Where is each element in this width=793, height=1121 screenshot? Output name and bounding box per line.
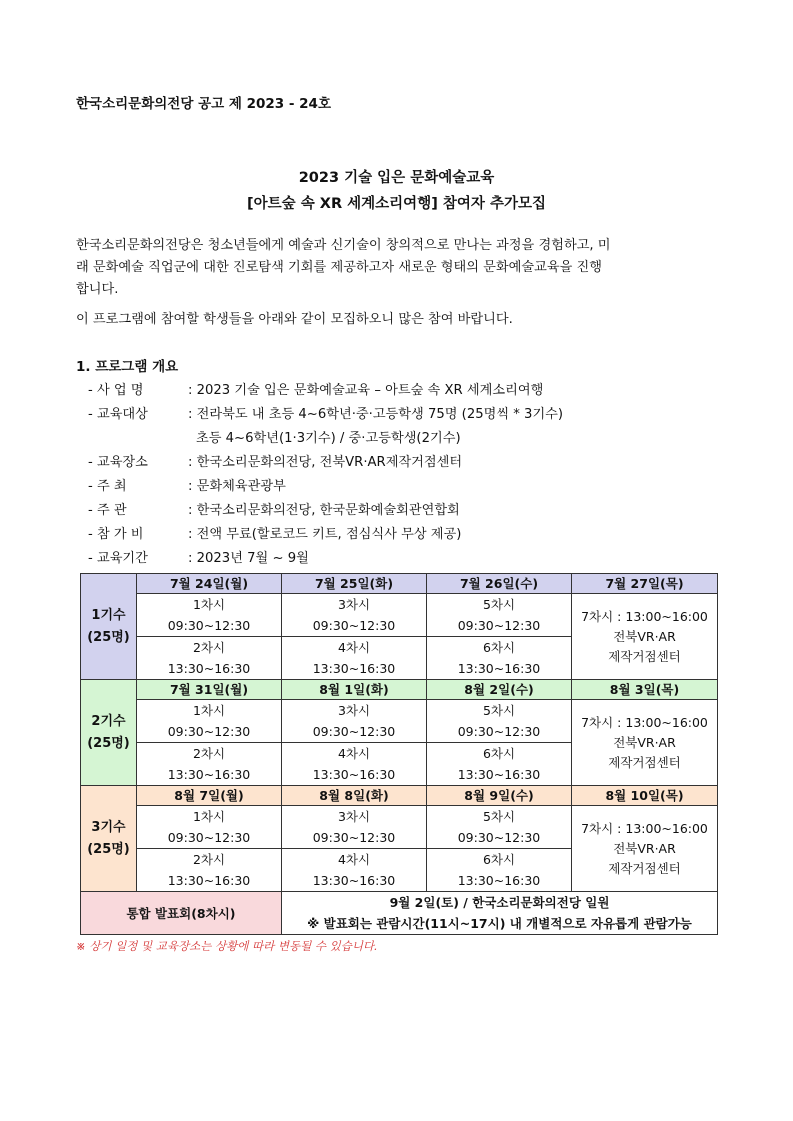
- overview-item: [88, 427, 461, 446]
- overview-value: : 2023 기술 입은 문화예술교육 – 아트숲 속 XR 세계소리여행: [188, 383, 544, 398]
- session-cell: 6차시 13:30~16:30: [427, 743, 572, 786]
- overview-key: - 주 관: [88, 503, 127, 518]
- overview-item: [88, 475, 286, 494]
- overview-value: : 한국소리문화의전당, 전북VR·AR제작거점센터: [188, 455, 463, 470]
- table-row: [81, 700, 718, 743]
- cohort-name: 3기수: [91, 819, 126, 835]
- schedule-table: [80, 573, 718, 935]
- session-cell: 3차시 09:30~12:30: [282, 700, 427, 743]
- table-row: [81, 574, 718, 594]
- session-7-cell: 7차시 : 13:00~16:00 전북VR·AR 제작거점센터: [572, 700, 718, 786]
- date-header: 7월 26일(수): [427, 574, 572, 594]
- table-row: [81, 892, 718, 935]
- final-date-venue: 9월 2일(토) / 한국소리문화의전당 일원: [389, 895, 610, 910]
- session-cell: 5차시 09:30~12:30: [427, 806, 572, 849]
- overview-key: - 교육대상: [88, 407, 148, 422]
- overview-key: - 주 최: [88, 479, 127, 494]
- session-cell: 4차시 13:30~16:30: [282, 637, 427, 680]
- date-header: 7월 25일(화): [282, 574, 427, 594]
- overview-key: - 교육기간: [88, 551, 148, 566]
- overview-item: [88, 547, 309, 566]
- document-title-line1: 2023 기술 입은 문화예술교육: [298, 170, 495, 186]
- overview-value: : 전라북도 내 초등 4~6학년·중·고등학생 75명 (25명씩 * 3기수): [188, 407, 564, 422]
- session-cell: 4차시 13:30~16:30: [282, 743, 427, 786]
- overview-item: [88, 403, 563, 422]
- session-cell: 1차시 09:30~12:30: [137, 806, 282, 849]
- intro-closing: 이 프로그램에 참여할 학생들을 아래와 같이 모집하오니 많은 참여 바랍니다.: [76, 312, 513, 327]
- table-row: [81, 786, 718, 806]
- session-7-cell: 7차시 : 13:00~16:00 전북VR·AR 제작거점센터: [572, 806, 718, 892]
- date-header: 8월 9일(수): [427, 786, 572, 806]
- cohort-name: 2기수: [91, 713, 126, 729]
- overview-item: [88, 523, 461, 542]
- overview-key: - 교육장소: [88, 455, 148, 470]
- document-title-line2: [아트숲 속 XR 세계소리여행] 참여자 추가모집: [247, 196, 546, 212]
- cohort-size: (25명): [87, 629, 130, 645]
- session-cell: 3차시 09:30~12:30: [282, 806, 427, 849]
- intro-line: 한국소리문화의전당은 청소년들에게 예술과 신기술이 창의적으로 만나는 과정을 경험하고, 미: [76, 238, 611, 253]
- date-header: 8월 1일(화): [282, 680, 427, 700]
- cohort-label: [81, 680, 137, 786]
- overview-value: : 전액 무료(할로코드 키트, 점심식사 무상 제공): [188, 527, 462, 542]
- intro-line: 래 문화예술 직업군에 대한 진로탐색 기회를 제공하고자 새로운 형태의 문화예술교육을 진행: [76, 260, 603, 275]
- overview-value: 초등 4~6학년(1·3기수) / 중·고등학생(2기수): [196, 431, 461, 446]
- cohort-label: [81, 786, 137, 892]
- date-header: 7월 24일(월): [137, 574, 282, 594]
- overview-value: : 2023년 7월 ~ 9월: [188, 551, 309, 566]
- date-header: 8월 2일(수): [427, 680, 572, 700]
- table-row: [81, 806, 718, 849]
- cohort-size: (25명): [87, 735, 130, 751]
- session-cell: 4차시 13:30~16:30: [282, 849, 427, 892]
- overview-item: [88, 379, 543, 398]
- session-cell: 1차시 09:30~12:30: [137, 594, 282, 637]
- date-header: 7월 31일(월): [137, 680, 282, 700]
- overview-value: : 문화체육관광부: [188, 479, 286, 494]
- session-cell: 6차시 13:30~16:30: [427, 637, 572, 680]
- section-1-title: 1. 프로그램 개요: [76, 359, 179, 375]
- overview-item: [88, 451, 462, 470]
- table-row: [81, 594, 718, 637]
- intro-paragraph: [76, 235, 726, 301]
- cohort-label: [81, 574, 137, 680]
- date-header: 8월 3일(목): [572, 680, 718, 700]
- session-cell: 2차시 13:30~16:30: [137, 743, 282, 786]
- session-cell: 5차시 09:30~12:30: [427, 594, 572, 637]
- overview-value: : 한국소리문화의전당, 한국문화예술회관연합회: [188, 503, 460, 518]
- date-header: 8월 8일(화): [282, 786, 427, 806]
- session-7-cell: 7차시 : 13:00~16:00 전북VR·AR 제작거점센터: [572, 594, 718, 680]
- date-header: 8월 7일(월): [137, 786, 282, 806]
- notice-number: 한국소리문화의전당 공고 제 2023 - 24호: [76, 96, 331, 112]
- cohort-name: 1기수: [91, 607, 126, 623]
- session-cell: 2차시 13:30~16:30: [137, 637, 282, 680]
- overview-key: - 참 가 비: [88, 527, 144, 542]
- schedule-footnote: ※ 상기 일정 및 교육장소는 상황에 따라 변동될 수 있습니다.: [76, 939, 378, 953]
- final-presentation-label: 통합 발표회(8차시): [81, 892, 282, 935]
- date-header: 8월 10일(목): [572, 786, 718, 806]
- date-header: 7월 27일(목): [572, 574, 718, 594]
- overview-key: - 사 업 명: [88, 383, 144, 398]
- table-row: [81, 680, 718, 700]
- final-presentation-details: [282, 892, 718, 935]
- session-cell: 3차시 09:30~12:30: [282, 594, 427, 637]
- cohort-size: (25명): [87, 841, 130, 857]
- overview-item: [88, 499, 460, 518]
- final-viewing-note: ※ 발표회는 관람시간(11시~17시) 내 개별적으로 자유롭게 관람가능: [307, 916, 692, 931]
- session-cell: 6차시 13:30~16:30: [427, 849, 572, 892]
- intro-line: 합니다.: [76, 282, 119, 297]
- session-cell: 5차시 09:30~12:30: [427, 700, 572, 743]
- session-cell: 2차시 13:30~16:30: [137, 849, 282, 892]
- session-cell: 1차시 09:30~12:30: [137, 700, 282, 743]
